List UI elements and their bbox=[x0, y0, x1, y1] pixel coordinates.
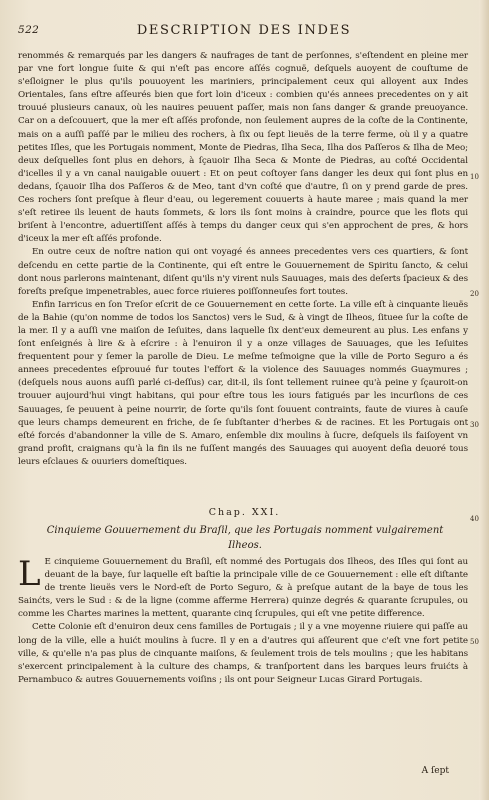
margin-line-number-30: 30 bbox=[470, 421, 479, 429]
drop-capital: L bbox=[18, 554, 41, 594]
margin-line-number-50: 50 bbox=[470, 638, 479, 646]
paragraph-4-text: E cinquieme Gouuernement du Braſil, eſt nommé des Portugais dos Ilheos, des Iſles qui ſont au deuant de la baye, ſur laquelle eſt baſtie la principale ville de ce Gouuernement : elle eſt diſtante de trente lieuës vers le Nord-eſt de Porto Seguro, & à preſque autant de la baye de tous les Sainćts, vers le Sud : & de la ligne (comme afferme Herrera) quinze degrés & quarante ſcrupules, ou comme les Chartes marines la mettent, quarante cinq ſcrupules, qui eſt vne petite difference. bbox=[18, 557, 468, 620]
running-title: DESCRIPTION DES INDES bbox=[136, 23, 352, 38]
chapter-heading: Chap. XXI. bbox=[208, 507, 281, 518]
chapter-subtitle: Cinquieme Gouuernement du Braſil, que les Portugais nomment vulgairement Ilheos. bbox=[46, 525, 444, 551]
text-block-top bbox=[18, 50, 468, 469]
running-header bbox=[18, 23, 470, 43]
page-number: 522 bbox=[18, 24, 40, 36]
margin-line-number-20: 20 bbox=[470, 290, 479, 298]
paragraph-3: Enfin Iarricus en ſon Treſor eſcrit de ce Gouuernement en cette ſorte. La ville eſt à cinquante lieuës de la Bahie (qu'on nomme de todos los Sanctos) vers le Sud, & à vingt de Ilheos, ſituee ſur la coſte de la mer. Il y a auſſi vne maiſon de Ieſuites, dans laquelle ſix dent'eux demeurent au plus. Les enfans y ſont enſeignés à lire & à eſcrire : à l'enuiron il y a onze villages de Sauuages, que les Ieſuites frequentent pour y ſemer la parolle de Dieu. Le meſme teſmoigne que la ville de Porto Seguro a és annees precedentes eſprouué fur toutes l'effort & la violence des Sauuages nommés Guaymures ; (deſquels nous auons auſſi parlé ci-deſſus) car, dit-il, ils ſont tellement ruinee qu'à peine y ſçauroit-on trouuer aujourd'hui vingt habitans, qui pour eſtre tous les iours fatigués par les incurſions de ces Sauuages, ſe peuuent à peine nourrir, de ſorte qu'ils ſont ſouuent contraints, faute de viures à cauſe que leurs champs demeurent en friche, de ſe ſubſtanter d'herbes & de racines. Et les Portugais ont eſté forcés d'abandonner la ville de S. Amaro, enſemble dix moulins à ſucre, deſquels ils faiſoyent vn grand profit, craignans qu'à la fin ils ne fuſſent mangés des Sauuages qui auoyent deſia deuoré tous leurs eſclaues & ouuriers domeſtiques. bbox=[18, 299, 468, 467]
paragraph-1: renommés & remarqués par les dangers & naufrages de tant de perſonnes, s'eſtendent en pleine mer par vne fort longue ſuite & qui n'eſt pas encore aſſés cognuë, deſquels auoyent de couſtume de s'eſloigner le plus qu'ils pouuoyent les mariniers, principalement ceux qui alloyent aux Indes Orientales, ſans eſtre aſſeurés bien que fort loin d'iceux : combien qu'és annees precedentes on y ait trouué plusieurs canaux, où les nauires peuuent paſſer, mais non ſans danger & grande preuoyance. Car on a deſcouuert, que la mer eſt aſſés profonde, non ſeulement aupres de la coſte de la Continente, mais on a auſſi paſſé par le milieu des rochers, à ſix ou ſept lieuës de la terre ferme, où il y a quatre petites Iſles, que les Portugais nomment, Monte de Piedras, Ilha Seca, Ilha dos Paſſeros & Ilha de Meo; deux deſquelles ſont plus en dehors, à ſçauoir Ilha Seca & Monte de Piedras, au coſté Occidental d'icelles il y a vn canal nauigable ouuert : Et on peut coſtoyer ſans danger les deux qui ſont plus en dedans, ſçauoir Ilha dos Paſſeros & de Meo, tant d'vn coſté que d'autre, ſi on y prend garde de pres. Ces rochers ſont preſque à fleur d'eau, ou legerement couuerts à haute maree ; mais quand la mer s'eſt retiree ils leuent de hauts ſommets, & lors ils ſont moins à craindre, pource que les flots qui briſent à l'encontre, aduertiſſent aſſés à temps du danger ceux qui s'en approchent de pres, & hors d'iceux la mer eſt aſſés profonde. bbox=[18, 51, 468, 245]
paragraph-5: Cette Colonie eſt d'enuiron deux cens familles de Portugais ; il y a vne moyenne riuiere qui paſſe au long de la ville, elle a huićt moulins à ſucre. Il y en a d'autres qui aſſeurent que c'eſt vne fort petite ville, & qu'elle n'a pas plus de cinquante maiſons, & ſeulement trois de tels moulins ; que les habitans s'exercent principalement à la culture des champs, & tranſportent dans les barques leurs fruićts à Pernambuco & autres Gouuernements voiſins ; ils ont pour Seigneur Lucas Girard Portugais. bbox=[18, 622, 468, 685]
paragraph-2: En outre ceux de noſtre nation qui ont voyagé és annees precedentes vers ces quartiers, & ſont deſcendu en cette partie de la Continente, qui eſt entre le Gouuernement de Spiritu ſancto, & celui dont nous parlerons maintenant, diſent qu'ils n'y virent nuls Sauuages, mais des deſerts ſpacieux & des foreſts preſque impenetrables, auec force riuieres poiſſonneuſes fort toutes. bbox=[18, 247, 468, 297]
margin-line-number-40: 40 bbox=[470, 515, 479, 523]
catchword: A ſept bbox=[421, 766, 449, 776]
page-gutter bbox=[479, 0, 489, 800]
text-block-bottom bbox=[18, 556, 468, 687]
margin-line-number-10: 10 bbox=[470, 173, 479, 181]
paragraph-4 bbox=[18, 556, 468, 621]
